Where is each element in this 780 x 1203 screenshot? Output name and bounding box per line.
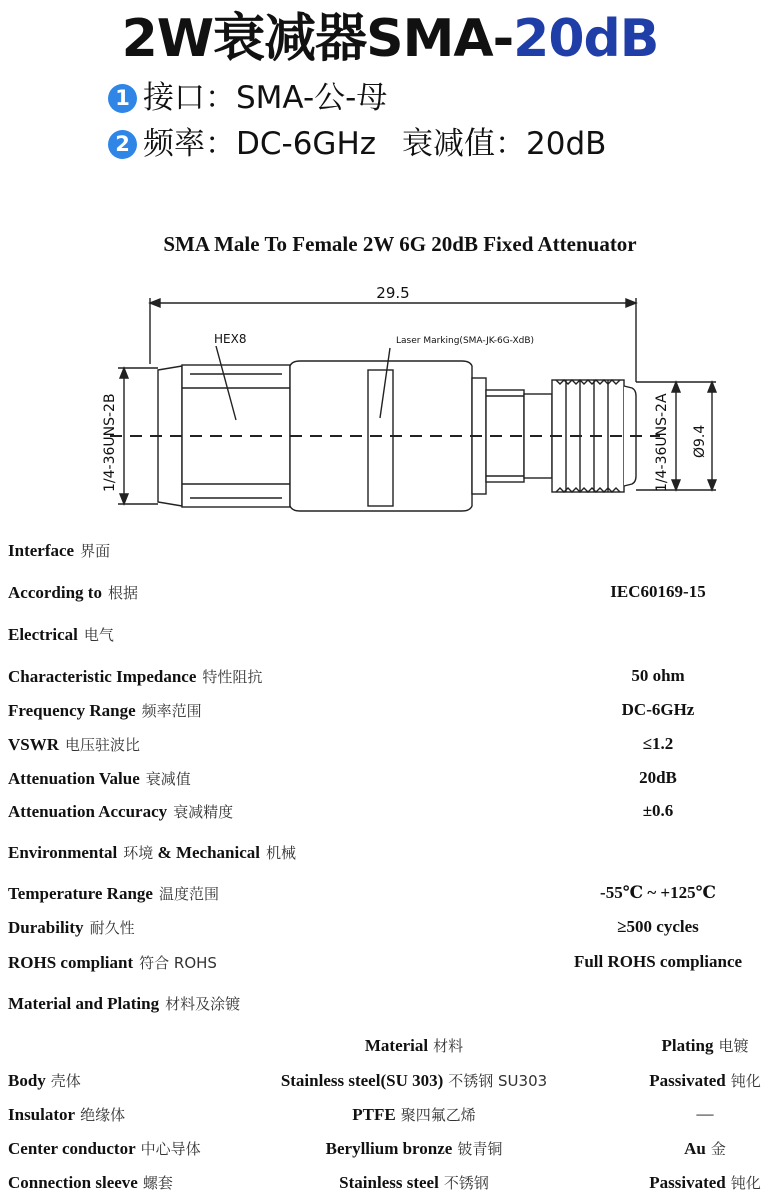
spec-label: Attenuation Accuracy: [8, 802, 168, 821]
part-cn: 壳体: [50, 1072, 81, 1090]
spec-value: ≤1.2: [642, 734, 674, 753]
part-cn: 绝缘体: [80, 1106, 126, 1124]
part-body: [8, 1070, 81, 1091]
spec-value: ±0.6: [642, 801, 674, 820]
plating-insulator: [605, 1104, 780, 1124]
header-en: Material: [364, 1036, 429, 1055]
plating-cn: 钝化: [730, 1072, 761, 1090]
plating-body: [605, 1070, 780, 1091]
spec-label-cn: 环境: [123, 844, 154, 862]
spec-value: -55℃ ~ +125℃: [600, 883, 716, 902]
spec-attenuation-text: 衰减值：20dB: [402, 126, 607, 162]
spec-row-according-to: [8, 582, 772, 608]
spec-label-cn: 根据: [107, 584, 138, 602]
dimension-length: 29.5: [376, 284, 410, 302]
material-cn: 不锈钢 SU303: [448, 1072, 548, 1090]
plating-en: Au: [684, 1139, 706, 1158]
header-cn: 电镀: [718, 1037, 749, 1055]
spec-label: Temperature Range: [8, 884, 153, 903]
spec-value: Full ROHS compliance: [573, 952, 743, 971]
spec-value: 50 ohm: [631, 666, 685, 685]
spec-label: Frequency Range: [8, 701, 136, 720]
hex-label: HEX8: [214, 332, 247, 346]
title-accent: 20dB: [513, 9, 659, 69]
material-en: PTFE: [352, 1105, 396, 1124]
spec-value: IEC60169-15: [610, 582, 706, 601]
plating-connection-sleeve: [605, 1172, 780, 1193]
material-body: [214, 1070, 614, 1091]
plating-column-header: [605, 1035, 780, 1056]
part-center-conductor: [8, 1138, 201, 1159]
plating-cn: 金: [710, 1140, 726, 1158]
spec-label: Interface: [8, 541, 75, 560]
title-main: 2W衰减器SMA-: [121, 9, 514, 69]
spec-label-cn: 电压驻波比: [65, 736, 141, 754]
left-thread-label: 1/4-36UNS-2B: [102, 393, 118, 492]
plating-cn: 钝化: [730, 1174, 761, 1192]
right-thread-label: 1/4-36UNS-2A: [654, 393, 670, 492]
spec-label-cn: 衰减精度: [173, 803, 234, 821]
attenuator-drawing: [0, 270, 780, 520]
spec-row-material-plating: [8, 993, 772, 1019]
spec-label: VSWR: [8, 735, 60, 754]
spec-value: 20dB: [639, 768, 677, 787]
spec-label: Characteristic Impedance: [8, 667, 197, 686]
spec-label-cn: 特性阻抗: [202, 668, 263, 686]
spec-row-environmental: [8, 842, 772, 868]
diameter-label: Ø9.4: [692, 424, 708, 458]
header-en: Plating: [661, 1036, 714, 1055]
spec-label: Material and Plating: [8, 994, 160, 1013]
spec-row-rohs: [8, 952, 772, 978]
spec-label: Electrical: [8, 625, 78, 644]
part-en: Insulator: [8, 1105, 76, 1124]
number-badge-1: 1: [108, 84, 137, 113]
spec-row-accuracy: [8, 801, 772, 827]
material-en: Stainless steel(SU 303): [280, 1071, 444, 1090]
part-en: Body: [8, 1071, 46, 1090]
spec-row-electrical: [8, 624, 772, 650]
spec-label-cn: 电气: [83, 626, 114, 644]
spec-label: Environmental: [8, 843, 118, 862]
material-en: Beryllium bronze: [325, 1139, 453, 1158]
material-column-header: [214, 1035, 614, 1056]
spec-interface-text: 接口：SMA-公-母: [143, 80, 388, 116]
plating-en: Passivated: [649, 1071, 726, 1090]
spec-label-cn: 耐久性: [89, 919, 135, 937]
spec-label-cn: 频率范围: [141, 702, 202, 720]
spec-label-cn: 符合 ROHS: [139, 954, 217, 972]
material-cn: 不锈钢: [443, 1174, 489, 1192]
part-insulator: [8, 1104, 125, 1125]
drawing-title: SMA Male To Female 2W 6G 20dB Fixed Attenuator: [163, 232, 637, 256]
spec-value: ≥500 cycles: [617, 917, 699, 936]
number-badge-2: 2: [108, 130, 137, 159]
spec-label: Attenuation Value: [8, 769, 140, 788]
spec-label: According to: [8, 583, 102, 602]
material-center-conductor: [214, 1138, 614, 1159]
spec-label-cn: 界面: [80, 542, 111, 560]
spec-row-vswr: [8, 734, 772, 760]
part-connection-sleeve: [8, 1172, 173, 1193]
plating-center-conductor: [605, 1138, 780, 1159]
header-cn: 材料: [433, 1037, 464, 1055]
laser-marking-label: Laser Marking(SMA-JK-6G-XdB): [396, 336, 535, 346]
material-en: Stainless steel: [339, 1173, 439, 1192]
spec-row-impedance: [8, 666, 772, 692]
spec-label-suffix: & Mechanical: [157, 843, 260, 862]
material-cn: 铍青铜: [457, 1140, 503, 1158]
part-cn: 螺套: [142, 1174, 173, 1192]
plating-en: Passivated: [649, 1173, 726, 1192]
part-en: Connection sleeve: [8, 1173, 138, 1192]
part-cn: 中心导体: [140, 1140, 201, 1158]
spec-value: DC-6GHz: [621, 700, 695, 719]
spec-label-cn: 材料及涂镀: [165, 995, 241, 1013]
spec-frequency-text: 频率：DC-6GHz: [143, 126, 377, 162]
material-insulator: [214, 1104, 614, 1125]
spec-label-cn: 温度范围: [158, 885, 219, 903]
material-cn: 聚四氟乙烯: [400, 1106, 476, 1124]
spec-label: ROHS compliant: [8, 953, 134, 972]
part-en: Center conductor: [8, 1139, 136, 1158]
spec-label-cn: 衰减值: [145, 770, 191, 788]
spec-row-temperature: [8, 883, 772, 909]
spec-row-durability: [8, 917, 772, 943]
spec-row-interface: [8, 540, 772, 566]
plating-en: —: [696, 1104, 714, 1123]
spec-label: Durability: [8, 918, 84, 937]
spec-interface: [108, 78, 387, 118]
material-connection-sleeve: [214, 1172, 614, 1193]
spec-label-suffix-cn: 机械: [265, 844, 296, 862]
spec-row-frequency: [8, 700, 772, 726]
spec-row-attenuation: [8, 768, 772, 794]
page-title: [0, 6, 780, 72]
spec-frequency: [108, 124, 606, 164]
